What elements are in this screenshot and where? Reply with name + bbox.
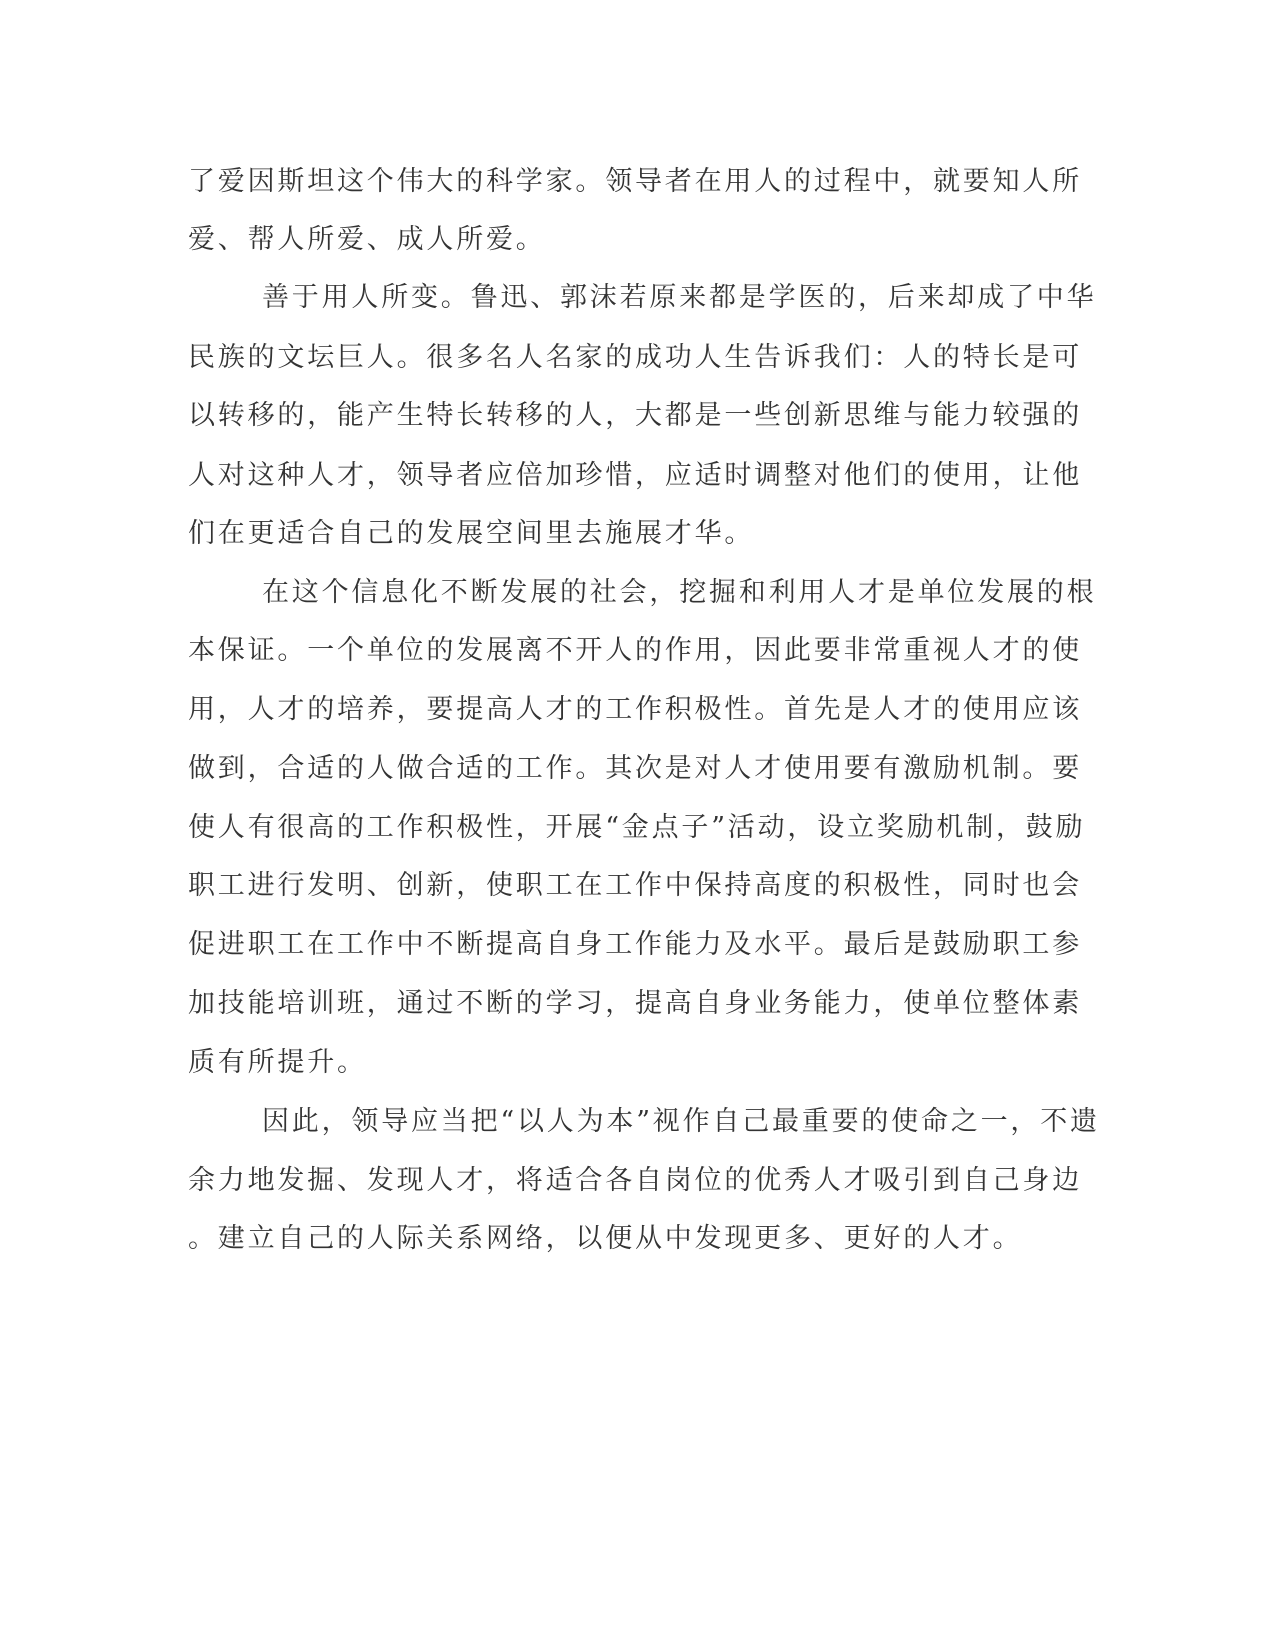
text-line: 用，人才的培养，要提高人才的工作积极性。首先是人才的使用应该 — [188, 694, 1082, 725]
paragraph-first-line: 善于用人所变。鲁迅、郭沫若原来都是学医的，后来却成了中华 — [262, 282, 1097, 313]
text-line: 们在更适合自己的发展空间里去施展才华。 — [188, 518, 755, 549]
text-line: 加技能培训班，通过不断的学习，提高自身业务能力，使单位整体素 — [188, 988, 1082, 1019]
text-line: 促进职工在工作中不断提高自身工作能力及水平。最后是鼓励职工参 — [188, 929, 1082, 960]
text-line: 做到，合适的人做合适的工作。其次是对人才使用要有激励机制。要 — [188, 753, 1082, 784]
text-line: 。建立自己的人际关系网络，以便从中发现更多、更好的人才。 — [188, 1223, 1023, 1254]
text-line: 本保证。一个单位的发展离不开人的作用，因此要非常重视人才的使 — [188, 635, 1082, 666]
paragraph-first-line: 因此，领导应当把“以人为本”视作自己最重要的使命之一，不遗 — [262, 1106, 1100, 1137]
text-line: 人对这种人才，领导者应倍加珍惜，应适时调整对他们的使用，让他 — [188, 460, 1082, 491]
text-line: 质有所提升。 — [188, 1047, 367, 1078]
text-line: 民族的文坛巨人。很多名人名家的成功人生告诉我们：人的特长是可 — [188, 342, 1082, 373]
paragraph-first-line: 在这个信息化不断发展的社会，挖掘和利用人才是单位发展的根 — [262, 577, 1097, 608]
text-line: 职工进行发明、创新，使职工在工作中保持高度的积极性，同时也会 — [188, 870, 1082, 901]
text-line: 余力地发掘、发现人才，将适合各自岗位的优秀人才吸引到自己身边 — [188, 1165, 1082, 1196]
text-line: 以转移的，能产生特长转移的人，大都是一些创新思维与能力较强的 — [188, 400, 1082, 431]
text-line: 使人有很高的工作积极性，开展“金点子”活动，设立奖励机制，鼓励 — [188, 812, 1086, 843]
text-line: 了爱因斯坦这个伟大的科学家。领导者在用人的过程中，就要知人所 — [188, 166, 1082, 197]
text-line: 爱、帮人所爱、成人所爱。 — [188, 224, 546, 255]
